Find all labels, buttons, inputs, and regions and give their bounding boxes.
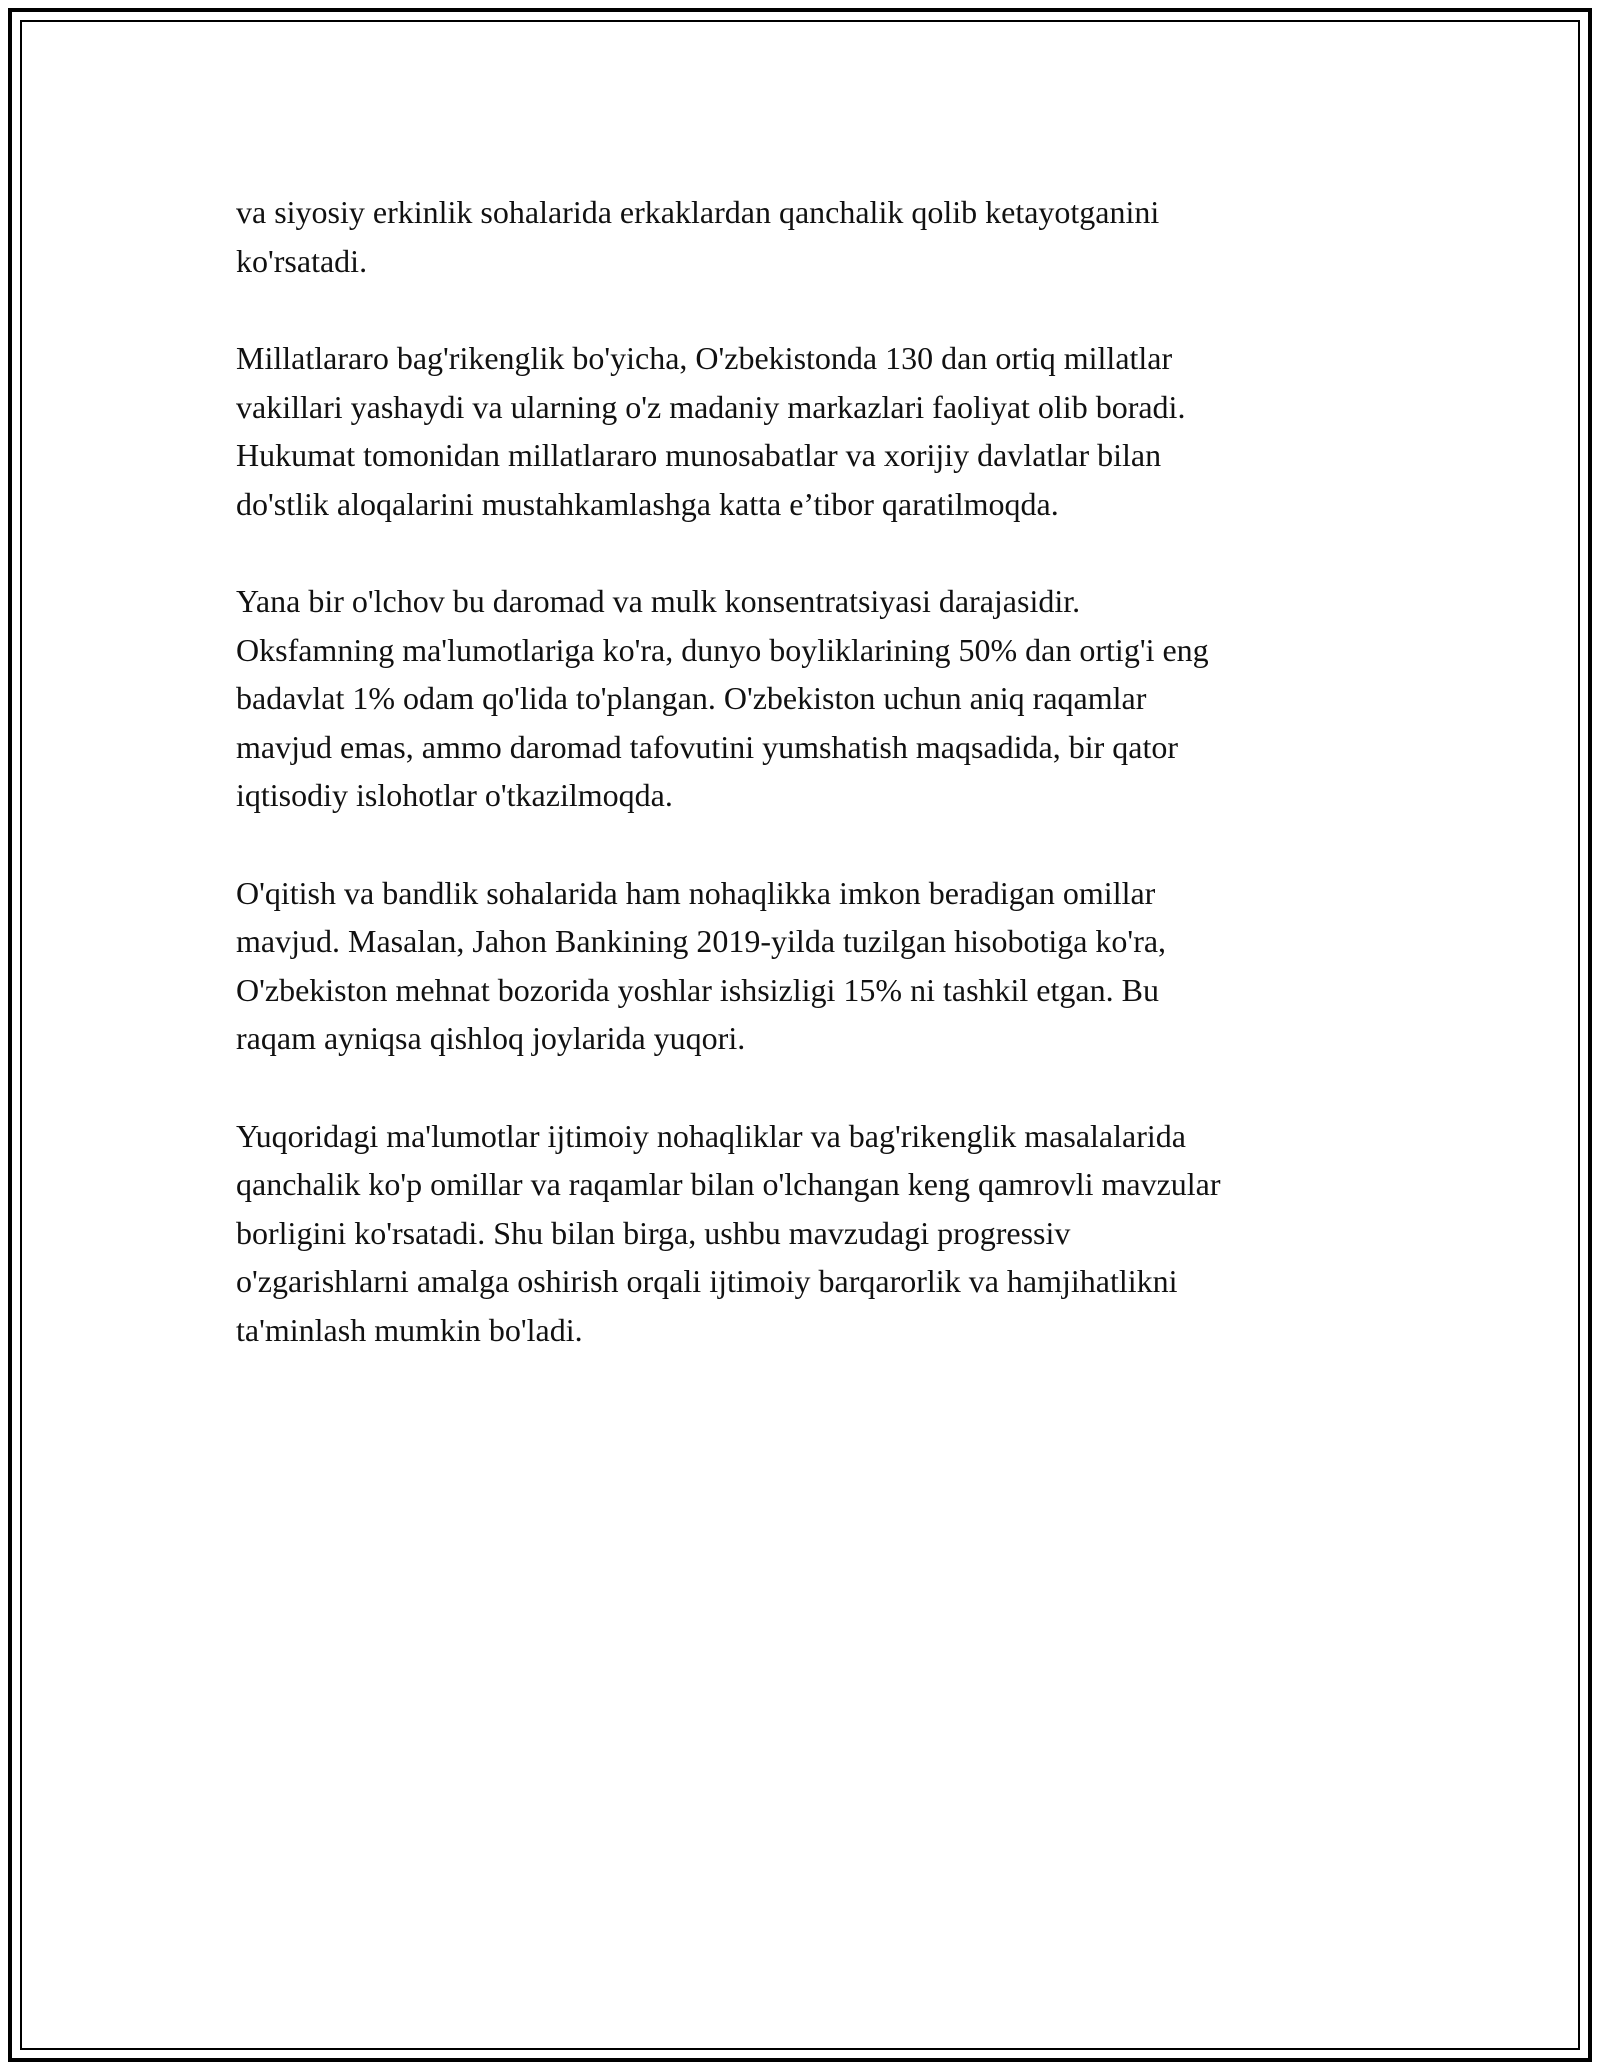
document-body (236, 188, 1386, 1403)
paragraph-4: O'qitish va bandlik sohalarida ham nohaqlikka imkon beradigan omillar mavjud. Masalan, Jahon Bankining 2019-yilda tuzilgan hisobotiga ko'ra, O'zbekiston mehnat bozorida yoshlar ishsizligi 15% ni tashkil etgan. Bu raqam ayniqsa qishloq joylarida yuqori. (236, 874, 1167, 1056)
paragraph-5: Yuqoridagi ma'lumotlar ijtimoiy nohaqliklar va bag'rikenglik masalalarida qanchalik ko'p omillar va raqamlar bilan o'lchangan keng qamrovli mavzular borligini ko'rsatadi. Shu bilan birga, ushbu mavzudagi progressiv o'zgarishlarni amalga oshirish orqali ijtimoiy barqarorlik va hamjihatlikni ta'minlash mumkin bo'ladi. (236, 1117, 1221, 1348)
paragraph-2: Millatlararo bag'rikenglik bo'yicha, O'zbekistonda 130 dan ortiq millatlar vakillari yashaydi va ularning o'z madaniy markazlari faoliyat olib boradi. Hukumat tomonidan millatlararo munosabatlar va xorijiy davlatlar bilan do'stlik aloqalarini mustahkamlashga katta e’tibor qaratilmoqda. (236, 340, 1186, 522)
paragraph-3: Yana bir o'lchov bu daromad va mulk konsentratsiyasi darajasidir. Oksfamning ma'lumotlariga ko'ra, dunyo boyliklarining 50% dan ortig'i eng badavlat 1% odam qo'lida to'plangan. O'zbekiston uchun aniq raqamlar mavjud emas, ammo daromad tafovutini yumshatish maqsadida, bir qator iqtisodiy islohotlar o'tkazilmoqda. (236, 583, 1209, 813)
paragraph-1: va siyosiy erkinlik sohalarida erkaklardan qanchalik qolib ketayotganini ko'rsatadi. (236, 194, 1160, 279)
